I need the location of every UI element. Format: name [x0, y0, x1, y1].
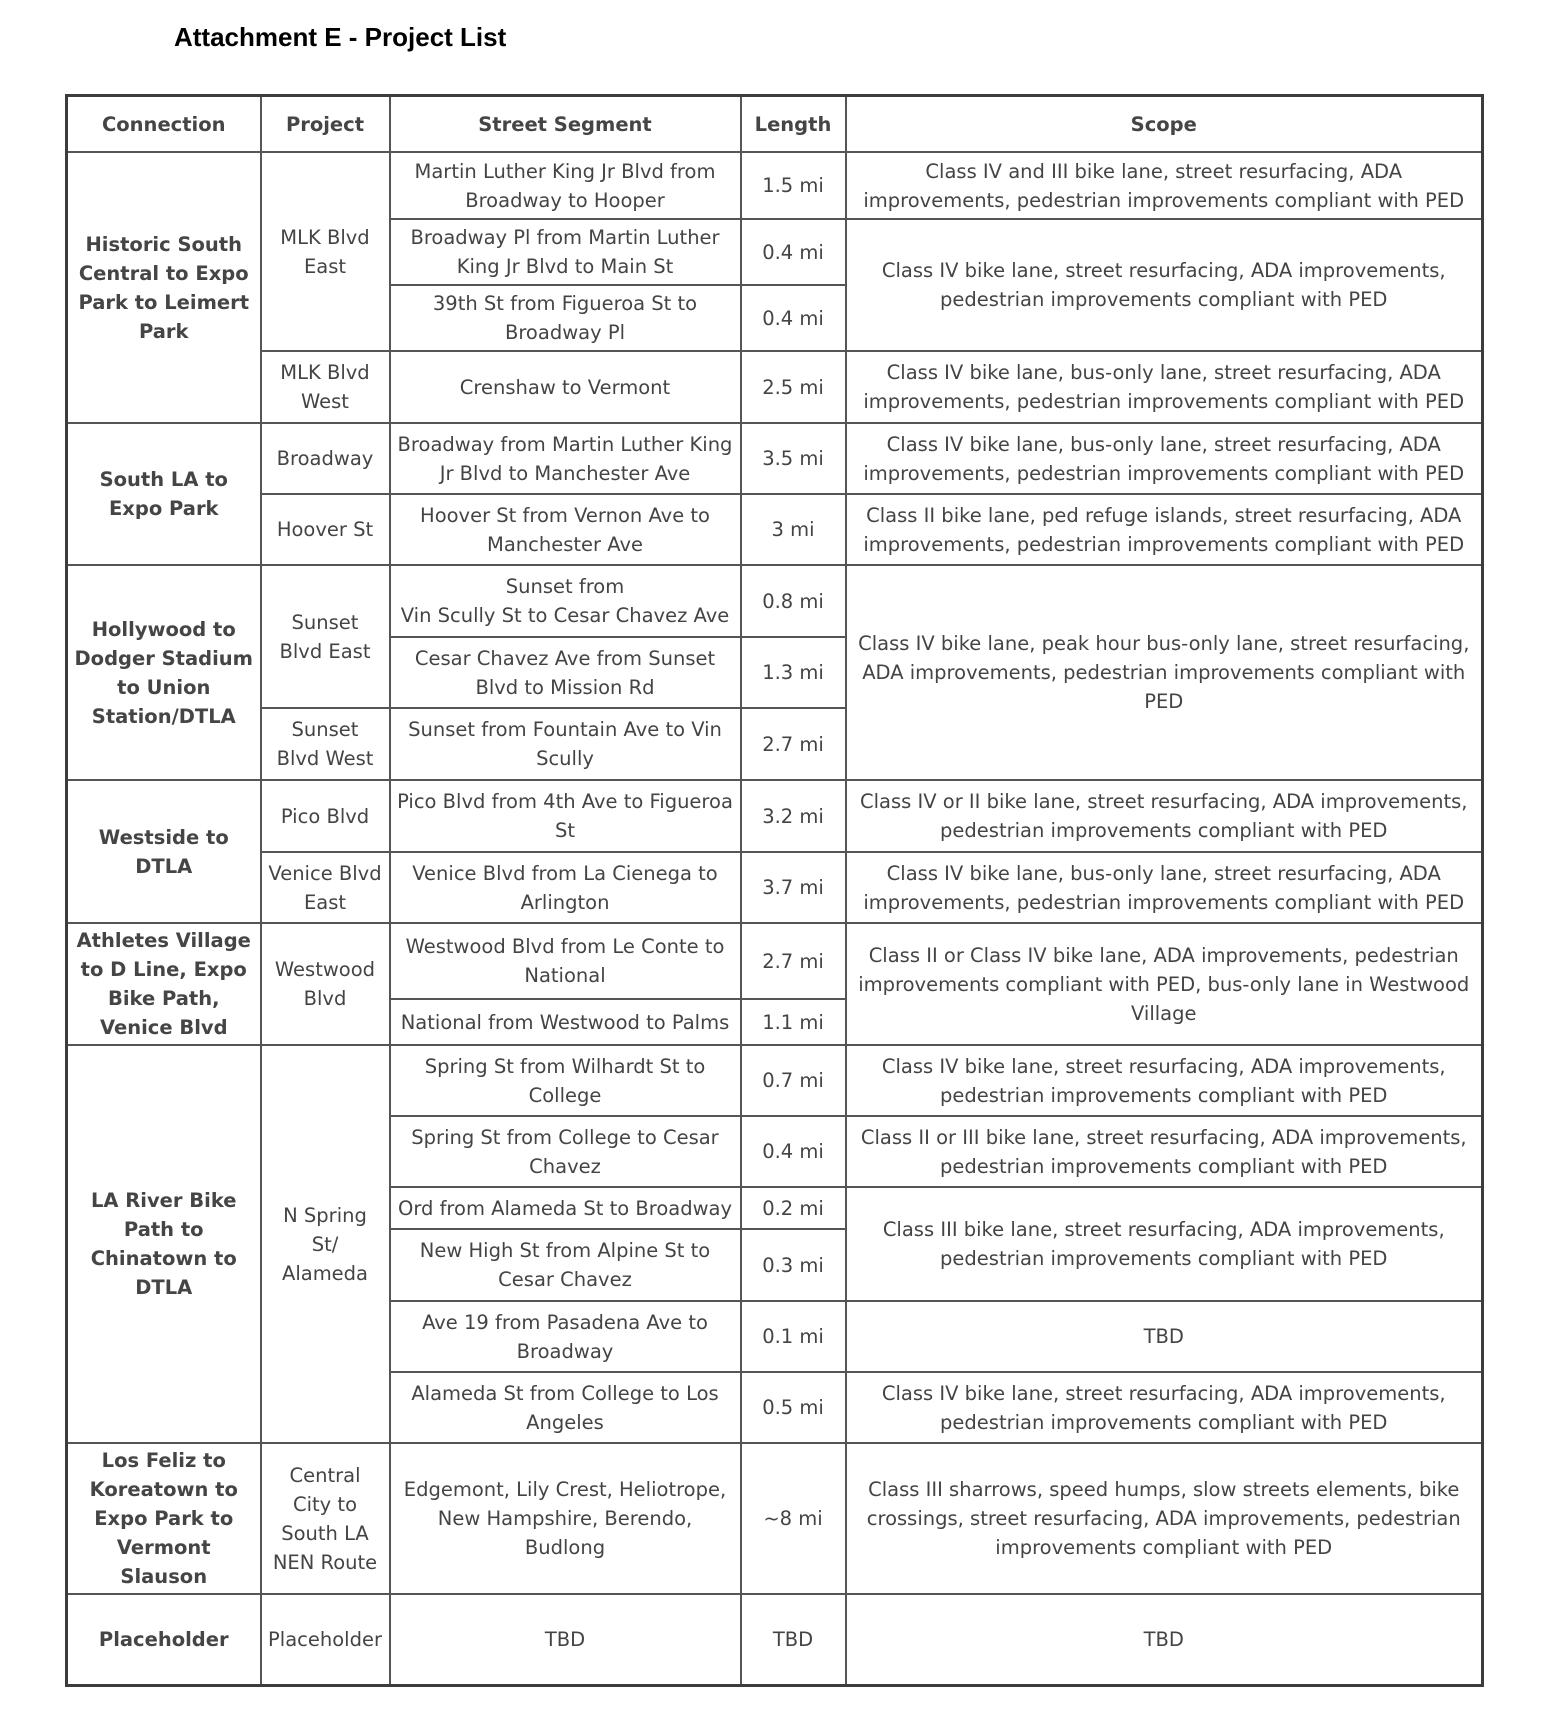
scope-cell: Class IV and III bike lane, street resurfacing, ADA improvements, pedestrian improvements compliant with PED: [846, 152, 1483, 219]
scope-cell: TBD: [846, 1301, 1483, 1372]
project-cell: Broadway: [261, 423, 390, 494]
scope-cell: Class II or III bike lane, street resurfacing, ADA improvements, pedestrian improvements compliant with PED: [846, 1116, 1483, 1187]
table-row: [67, 565, 1483, 637]
length-cell: 3.5 mi: [741, 423, 846, 494]
table-row: [67, 1594, 1483, 1685]
table-row: [67, 152, 1483, 219]
scope-cell: TBD: [846, 1594, 1483, 1685]
table-row: [67, 351, 1483, 423]
scope-cell: Class III bike lane, street resurfacing, ADA improvements, pedestrian improvements compliant with PED: [846, 1187, 1483, 1301]
scope-cell: Class IV bike lane, bus-only lane, street resurfacing, ADA improvements, pedestrian improvements compliant with PED: [846, 852, 1483, 923]
project-cell: Hoover St: [261, 494, 390, 565]
scope-cell: Class IV bike lane, street resurfacing, ADA improvements, pedestrian improvements compliant with PED: [846, 1372, 1483, 1443]
length-cell: ~8 mi: [741, 1443, 846, 1594]
header-length: Length: [741, 96, 846, 153]
scope-cell: Class IV bike lane, peak hour bus-only lane, street resurfacing, ADA improvements, pedestrian improvements compliant with PED: [846, 565, 1483, 780]
project-cell: Central City to South LA NEN Route: [261, 1443, 390, 1594]
connection-cell: Los Feliz to Koreatown to Expo Park to Vermont Slauson: [67, 1443, 261, 1594]
length-cell: 0.5 mi: [741, 1372, 846, 1443]
street-segment-cell: Crenshaw to Vermont: [390, 351, 741, 423]
connection-cell: LA River Bike Path to Chinatown to DTLA: [67, 1045, 261, 1443]
length-cell: 0.2 mi: [741, 1187, 846, 1229]
street-segment-cell: Broadway Pl from Martin Luther King Jr Blvd to Main St: [390, 219, 741, 285]
street-segment-cell: TBD: [390, 1594, 741, 1685]
length-cell: 2.5 mi: [741, 351, 846, 423]
scope-cell: Class IV bike lane, street resurfacing, ADA improvements, pedestrian improvements compliant with PED: [846, 219, 1483, 351]
length-cell: 1.3 mi: [741, 637, 846, 708]
table-row: [67, 780, 1483, 852]
length-cell: 0.4 mi: [741, 1116, 846, 1187]
street-segment-cell: Venice Blvd from La Cienega to Arlington: [390, 852, 741, 923]
project-cell: MLK Blvd West: [261, 351, 390, 423]
street-segment-cell: Ave 19 from Pasadena Ave to Broadway: [390, 1301, 741, 1372]
header-connection: Connection: [67, 96, 261, 153]
connection-cell: South LA to Expo Park: [67, 423, 261, 565]
project-list-table: [65, 94, 1484, 1687]
street-segment-cell: Spring St from College to Cesar Chavez: [390, 1116, 741, 1187]
header-street-segment: Street Segment: [390, 96, 741, 153]
project-cell: Sunset Blvd East: [261, 565, 390, 708]
street-segment-cell: Pico Blvd from 4th Ave to Figueroa St: [390, 780, 741, 852]
project-cell: Placeholder: [261, 1594, 390, 1685]
connection-cell: Historic South Central to Expo Park to Leimert Park: [67, 152, 261, 423]
project-cell: Pico Blvd: [261, 780, 390, 852]
length-cell: 2.7 mi: [741, 708, 846, 780]
scope-cell: Class IV or II bike lane, street resurfacing, ADA improvements, pedestrian improvements compliant with PED: [846, 780, 1483, 852]
street-segment-cell: Edgemont, Lily Crest, Heliotrope, New Hampshire, Berendo, Budlong: [390, 1443, 741, 1594]
header-row: [67, 96, 1483, 153]
table-row: [67, 923, 1483, 999]
scope-cell: Class IV bike lane, bus-only lane, street resurfacing, ADA improvements, pedestrian improvements compliant with PED: [846, 423, 1483, 494]
connection-cell: Athletes Village to D Line, Expo Bike Path, Venice Blvd: [67, 923, 261, 1045]
project-cell: N Spring St/ Alameda: [261, 1045, 390, 1443]
project-cell: Sunset Blvd West: [261, 708, 390, 780]
length-cell: 3.2 mi: [741, 780, 846, 852]
connection-cell: Westside to DTLA: [67, 780, 261, 923]
length-cell: 0.4 mi: [741, 219, 846, 285]
street-segment-cell: Westwood Blvd from Le Conte to National: [390, 923, 741, 999]
street-segment-cell: Martin Luther King Jr Blvd from Broadway to Hooper: [390, 152, 741, 219]
header-scope: Scope: [846, 96, 1483, 153]
street-segment-cell: 39th St from Figueroa St to Broadway Pl: [390, 285, 741, 351]
street-segment-cell: Spring St from Wilhardt St to College: [390, 1045, 741, 1116]
page-title: Attachment E - Project List: [174, 22, 507, 52]
table-row: [67, 1045, 1483, 1116]
table-row: [67, 852, 1483, 923]
street-segment-cell: Broadway from Martin Luther King Jr Blvd to Manchester Ave: [390, 423, 741, 494]
scope-cell: Class IV bike lane, street resurfacing, ADA improvements, pedestrian improvements compliant with PED: [846, 1045, 1483, 1116]
connection-cell: Placeholder: [67, 1594, 261, 1685]
street-segment-cell: Alameda St from College to Los Angeles: [390, 1372, 741, 1443]
table-row: [67, 1443, 1483, 1594]
scope-cell: Class IV bike lane, bus-only lane, street resurfacing, ADA improvements, pedestrian improvements compliant with PED: [846, 351, 1483, 423]
street-segment-cell: Hoover St from Vernon Ave to Manchester Ave: [390, 494, 741, 565]
project-cell: Westwood Blvd: [261, 923, 390, 1045]
connection-cell: Hollywood to Dodger Stadium to Union Station/DTLA: [67, 565, 261, 780]
table-row: [67, 423, 1483, 494]
length-cell: 1.1 mi: [741, 999, 846, 1045]
scope-cell: Class II bike lane, ped refuge islands, street resurfacing, ADA improvements, pedestrian improvements compliant with PED: [846, 494, 1483, 565]
street-segment-cell: Ord from Alameda St to Broadway: [390, 1187, 741, 1229]
scope-cell: Class III sharrows, speed humps, slow streets elements, bike crossings, street resurfacing, ADA improvements, pedestrian improvements compliant with PED: [846, 1443, 1483, 1594]
length-cell: 0.3 mi: [741, 1229, 846, 1301]
project-cell: MLK Blvd East: [261, 152, 390, 351]
street-segment-cell: National from Westwood to Palms: [390, 999, 741, 1045]
street-segment-cell: Sunset from Fountain Ave to Vin Scully: [390, 708, 741, 780]
street-segment-cell: Sunset from Vin Scully St to Cesar Chavez Ave: [390, 565, 741, 637]
length-cell: 3.7 mi: [741, 852, 846, 923]
header-project: Project: [261, 96, 390, 153]
street-segment-cell: New High St from Alpine St to Cesar Chavez: [390, 1229, 741, 1301]
street-segment-cell: Cesar Chavez Ave from Sunset Blvd to Mission Rd: [390, 637, 741, 708]
scope-cell: Class II or Class IV bike lane, ADA improvements, pedestrian improvements compliant with PED, bus-only lane in Westwood Village: [846, 923, 1483, 1045]
length-cell: 0.4 mi: [741, 285, 846, 351]
table-row: [67, 494, 1483, 565]
length-cell: 3 mi: [741, 494, 846, 565]
length-cell: 1.5 mi: [741, 152, 846, 219]
length-cell: 0.7 mi: [741, 1045, 846, 1116]
length-cell: TBD: [741, 1594, 846, 1685]
length-cell: 2.7 mi: [741, 923, 846, 999]
length-cell: 0.8 mi: [741, 565, 846, 637]
length-cell: 0.1 mi: [741, 1301, 846, 1372]
project-cell: Venice Blvd East: [261, 852, 390, 923]
